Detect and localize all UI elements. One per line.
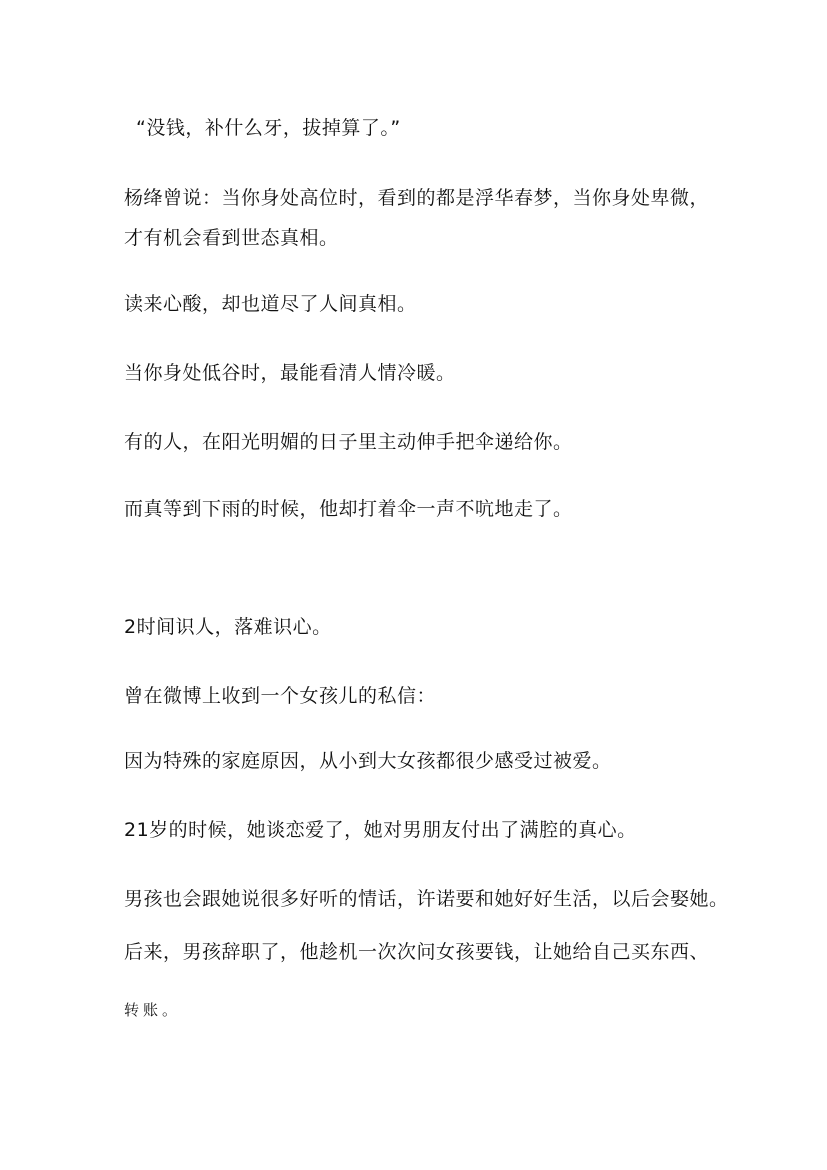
paragraph-line: 有的人，在阳光明媚的日子里主动伸手把伞递给你。	[124, 431, 573, 453]
paragraph-line: 转账。	[124, 1001, 182, 1019]
paragraph-line: 读来心酸，却也道尽了人间真相。	[124, 293, 417, 315]
paragraph-line: 后来，男孩辞职了，他趁机一次次问女孩要钱，让她给自己买东西、	[124, 941, 710, 963]
paragraph-line: 男孩也会跟她说很多好听的情话，许诺要和她好好生活，以后会娶她。	[124, 888, 729, 910]
paragraph-line: 而真等到下雨的时候，他却打着伞一声不吭地走了。	[124, 498, 573, 520]
paragraph-line: 杨绛曾说：当你身处高位时，看到的都是浮华春梦，当你身处卑微，	[124, 187, 710, 209]
quote-line: “没钱，补什么牙，拔掉算了。”	[136, 117, 401, 139]
paragraph-line: 因为特殊的家庭原因，从小到大女孩都很少感受过被爱。	[124, 750, 612, 772]
paragraph-line: 21岁的时候，她谈恋爱了，她对男朋友付出了满腔的真心。	[124, 819, 637, 841]
section-heading: 2时间识人，落难识心。	[124, 616, 332, 638]
paragraph-line: 当你身处低谷时，最能看清人情冷暖。	[124, 362, 456, 384]
paragraph-line: 曾在微博上收到一个女孩儿的私信：	[124, 685, 437, 707]
paragraph-line: 才有机会看到世态真相。	[124, 227, 339, 249]
